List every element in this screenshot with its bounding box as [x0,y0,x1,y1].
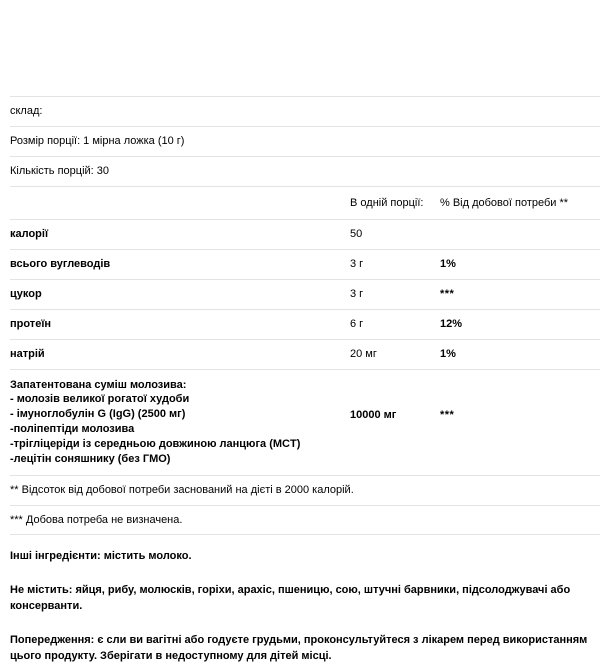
warning-note: Попередження: є сли ви вагітні або годуєте грудьми, проконсультуйтеся з лікарем перед використанням цього продукту. Зберігати в недоступному для дітей місці. [10,634,588,663]
table-row-servings-per-container [10,156,600,186]
table-row-composition [10,97,600,127]
table-row [10,309,600,339]
nutrient-daily-value: 12% [440,309,600,339]
nutrient-amount: 3 г [350,280,440,310]
nutrient-daily-value: 1% [440,250,600,280]
nutrient-daily-value [440,220,600,250]
nutrient-name: натрій [10,339,350,369]
free-from-note: Не містить: яйця, рибу, молюсків, горіхи, арахіс, пшеницю, сою, штучні барвники, підсолоджувачі або консерванти. [10,584,571,613]
list-item: -трігліцеріди із середньою довжиною ланцюга (MCT) [10,437,301,450]
top-spacer [10,0,590,96]
table-row [10,220,600,250]
composition-label: склад: [10,97,600,127]
blend-daily-value: *** [440,369,600,475]
other-ingredients-note: Інші інгредієнти: містить молоко. [10,550,192,563]
nutrient-name: всього вуглеводів [10,250,350,280]
table-row-proprietary-blend [10,369,600,475]
blend-ingredient-list [10,392,350,466]
list-item: -лецітін соняшнику (без ГМО) [10,452,171,465]
column-header-amount-per-serving: В одній порції: [350,186,440,220]
blend-cell [10,369,350,475]
nutrient-name: протеїн [10,309,350,339]
list-item: - імуноглобулін G (IgG) (2500 мг) [10,408,186,421]
table-row [10,250,600,280]
list-item: - молозів великої рогатої худоби [10,393,190,406]
blend-amount: 10000 мг [350,369,440,475]
servings-per-container-label: Кількість порцій: 30 [10,156,600,186]
table-header-row [10,186,600,220]
table-row-footnote-not-established [10,505,600,535]
table-row-footnote-dv [10,475,600,505]
table-row-serving-size [10,126,600,156]
table-row [10,339,600,369]
footnote-not-established: *** Добова потреба не визначена. [10,505,600,535]
nutrient-amount: 50 [350,220,440,250]
nutrient-name: калорії [10,220,350,250]
column-header-nutrient [10,186,350,220]
nutrient-amount: 20 мг [350,339,440,369]
nutrient-daily-value: *** [440,280,600,310]
notes-section [10,535,590,665]
column-header-daily-value: % Від добової потреби ** [440,186,600,220]
nutrient-amount: 6 г [350,309,440,339]
blend-title: Запатентована суміш молозива: [10,378,187,391]
list-item: -поліпептіди молозива [10,423,135,436]
nutrient-amount: 3 г [350,250,440,280]
nutrient-name: цукор [10,280,350,310]
footnote-daily-value: ** Відсоток від добової потреби заснований на дієті в 2000 калорій. [10,475,600,505]
table-row [10,280,600,310]
supplement-facts-table [10,96,600,535]
serving-size-label: Розмір порції: 1 мірна ложка (10 г) [10,126,600,156]
nutrient-daily-value: 1% [440,339,600,369]
